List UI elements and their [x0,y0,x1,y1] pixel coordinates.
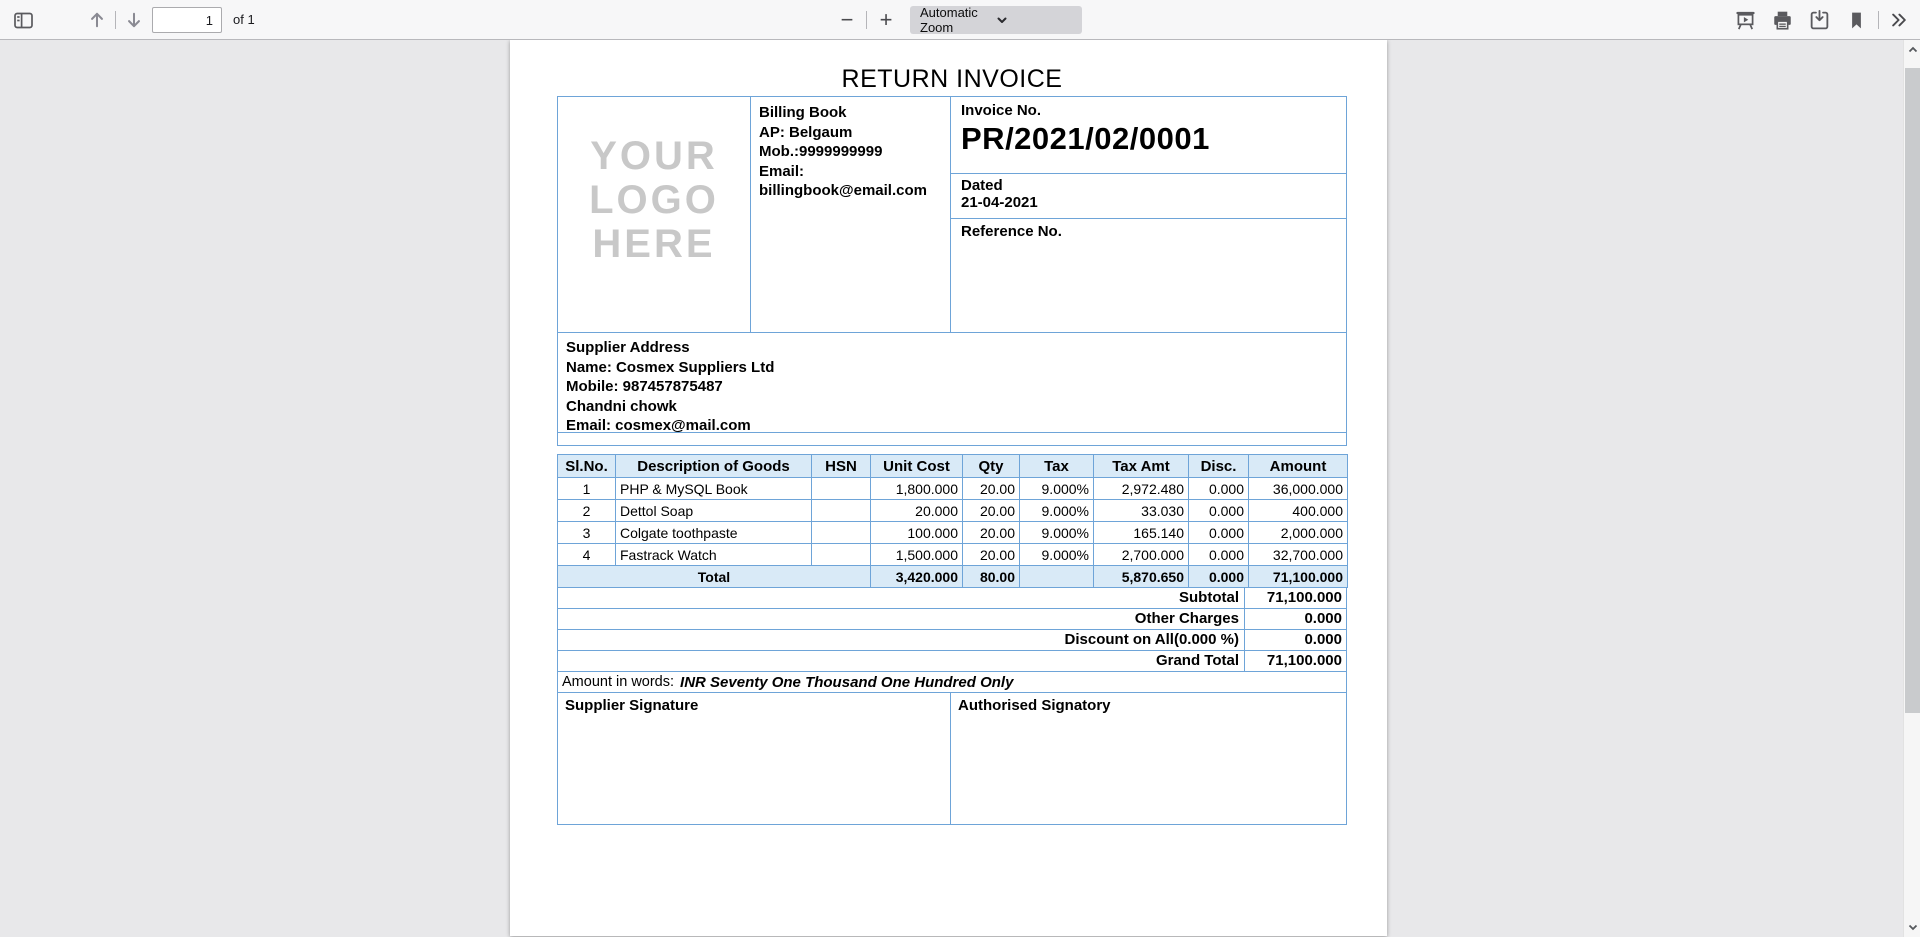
item-qty: 20.00 [963,522,1020,544]
items-header-row [558,455,1348,478]
logo-placeholder [558,97,751,332]
col-header-description: Description of Goods [616,455,812,478]
grand-total-label: Grand Total [1155,652,1239,669]
sidebar-toggle-icon [13,10,34,31]
item-unit-cost: 100.000 [871,522,963,544]
item-tax-amt: 2,972.480 [1094,478,1189,500]
item-slno: 4 [558,544,616,566]
items-total-row [558,566,1348,588]
page-number-input[interactable] [152,7,222,33]
sidebar-toggle-button[interactable] [8,5,38,35]
reference-no-label: Reference No. [961,223,1062,240]
col-header-amount: Amount [1249,455,1348,478]
invoice-meta [951,97,1346,332]
item-unit-cost: 20.000 [871,500,963,522]
toolbar-separator [866,11,867,29]
item-qty: 20.00 [963,478,1020,500]
billing-line: Billing Book [759,104,847,121]
item-disc: 0.000 [1189,478,1249,500]
supplier-line: Supplier Address [566,339,690,356]
previous-page-button[interactable] [82,5,112,35]
item-tax: 9.000% [1020,478,1094,500]
double-chevron-right-icon [1889,10,1909,30]
dated-value: 21-04-2021 [961,194,1038,211]
total-unit-cost: 3,420.000 [871,566,963,588]
zoom-level-value: Automatic Zoom [920,5,978,35]
scroll-down-arrow-icon[interactable] [1904,919,1920,935]
grand-total-row [557,650,1347,672]
total-tax [1020,566,1094,588]
item-qty: 20.00 [963,544,1020,566]
col-header-unit-cost: Unit Cost [871,455,963,478]
billing-line: Mob.:9999999999 [759,143,883,160]
print-icon [1771,9,1794,32]
item-amount: 32,700.000 [1249,544,1348,566]
col-header-hsn: HSN [812,455,871,478]
billing-company-info [751,97,951,332]
arrow-up-icon [88,11,106,29]
zoom-in-button[interactable]: + [871,5,901,35]
supplier-line: Name: Cosmex Suppliers Ltd [566,358,775,376]
items-table [557,454,1348,588]
current-view-bookmark-button[interactable] [1841,5,1871,35]
item-tax-amt: 165.140 [1094,522,1189,544]
grand-total-value: 71,100.000 [1244,651,1346,671]
item-row [558,522,1348,544]
item-disc: 0.000 [1189,522,1249,544]
pdf-viewer-toolbar [0,0,1920,40]
item-qty: 20.00 [963,500,1020,522]
signature-block [557,692,1347,825]
next-page-button[interactable] [119,5,149,35]
col-header-qty: Qty [963,455,1020,478]
subtotal-row [557,587,1347,609]
total-label: Total [558,566,871,588]
total-qty: 80.00 [963,566,1020,588]
item-row [558,478,1348,500]
vertical-scrollbar[interactable] [1903,40,1920,937]
item-tax-amt: 33.030 [1094,500,1189,522]
item-slno: 3 [558,522,616,544]
item-description: Colgate toothpaste [616,522,812,544]
discount-label: Discount on All(0.000 %) [1064,631,1239,648]
col-header-disc: Disc. [1189,455,1249,478]
zoom-out-button[interactable]: − [832,5,862,35]
bookmark-icon [1846,10,1867,31]
item-amount: 400.000 [1249,500,1348,522]
scrollbar-thumb[interactable] [1905,68,1920,713]
item-slno: 1 [558,478,616,500]
item-tax: 9.000% [1020,522,1094,544]
supplier-line: Email: cosmex@mail.com [566,417,751,434]
item-row [558,544,1348,566]
total-tax-amt: 5,870.650 [1094,566,1189,588]
billing-line: AP: Belgaum [759,123,853,141]
dated-label: Dated [961,177,1003,194]
subtotal-value: 71,100.000 [1244,588,1346,608]
amount-in-words-label: Amount in words: [562,674,675,690]
invoice-number: PR/2021/02/0001 [961,121,1210,156]
logo-line: HERE [592,221,716,266]
supplier-signature-label: Supplier Signature [558,693,951,824]
item-hsn [812,500,871,522]
amount-in-words-row [557,671,1347,693]
logo-line: LOGO [589,177,719,222]
other-charges-row [557,608,1347,630]
save-button[interactable] [1804,5,1834,35]
pdf-page [510,40,1387,936]
col-header-tax-amt: Tax Amt [1094,455,1189,478]
subtotal-label: Subtotal [1179,589,1239,606]
item-tax: 9.000% [1020,500,1094,522]
col-header-tax: Tax [1020,455,1094,478]
logo-line: YOUR [590,133,718,178]
total-disc: 0.000 [1189,566,1249,588]
scroll-up-arrow-icon[interactable] [1904,42,1920,58]
invoice-title: RETURN INVOICE [841,65,1063,93]
authorised-signatory-label: Authorised Signatory [958,697,1111,714]
total-amount: 71,100.000 [1249,566,1348,588]
col-header-slno: Sl.No. [558,455,616,478]
page-count-label: of 1 [233,12,255,27]
item-description: Fastrack Watch [616,544,812,566]
billing-line: billingbook@email.com [759,182,927,199]
item-description: PHP & MySQL Book [616,478,812,500]
item-slno: 2 [558,500,616,522]
item-hsn [812,544,871,566]
other-charges-value: 0.000 [1244,609,1346,629]
item-tax: 9.000% [1020,544,1094,566]
supplier-address-block [557,332,1347,433]
discount-row [557,629,1347,651]
toolbar-separator [115,11,116,29]
chevron-down-icon [996,14,1072,26]
arrow-down-icon [125,11,143,29]
item-unit-cost: 1,500.000 [871,544,963,566]
discount-value: 0.000 [1244,630,1346,650]
save-download-icon [1808,9,1831,32]
item-description: Dettol Soap [616,500,812,522]
print-button[interactable] [1767,5,1797,35]
supplier-line: Chandni chowk [566,397,677,415]
item-amount: 2,000.000 [1249,522,1348,544]
item-disc: 0.000 [1189,500,1249,522]
presentation-mode-button[interactable] [1730,5,1760,35]
other-charges-label: Other Charges [1134,610,1239,627]
item-hsn [812,522,871,544]
item-row [558,500,1348,522]
invoice-header-block [557,96,1347,333]
presentation-mode-icon [1734,9,1757,32]
toolbar-separator [1878,11,1879,29]
item-amount: 36,000.000 [1249,478,1348,500]
tools-menu-button[interactable] [1884,5,1914,35]
item-hsn [812,478,871,500]
invoice-no-label: Invoice No. [961,102,1042,119]
item-disc: 0.000 [1189,544,1249,566]
amount-in-words-value: INR Seventy One Thousand One Hundred Only [680,673,1014,691]
item-tax-amt: 2,700.000 [1094,544,1189,566]
item-unit-cost: 1,800.000 [871,478,963,500]
zoom-level-select[interactable] [910,6,1082,34]
pdf-viewer-area [0,40,1920,937]
billing-line: Email: [759,162,805,180]
supplier-line: Mobile: 987457875487 [566,378,723,395]
